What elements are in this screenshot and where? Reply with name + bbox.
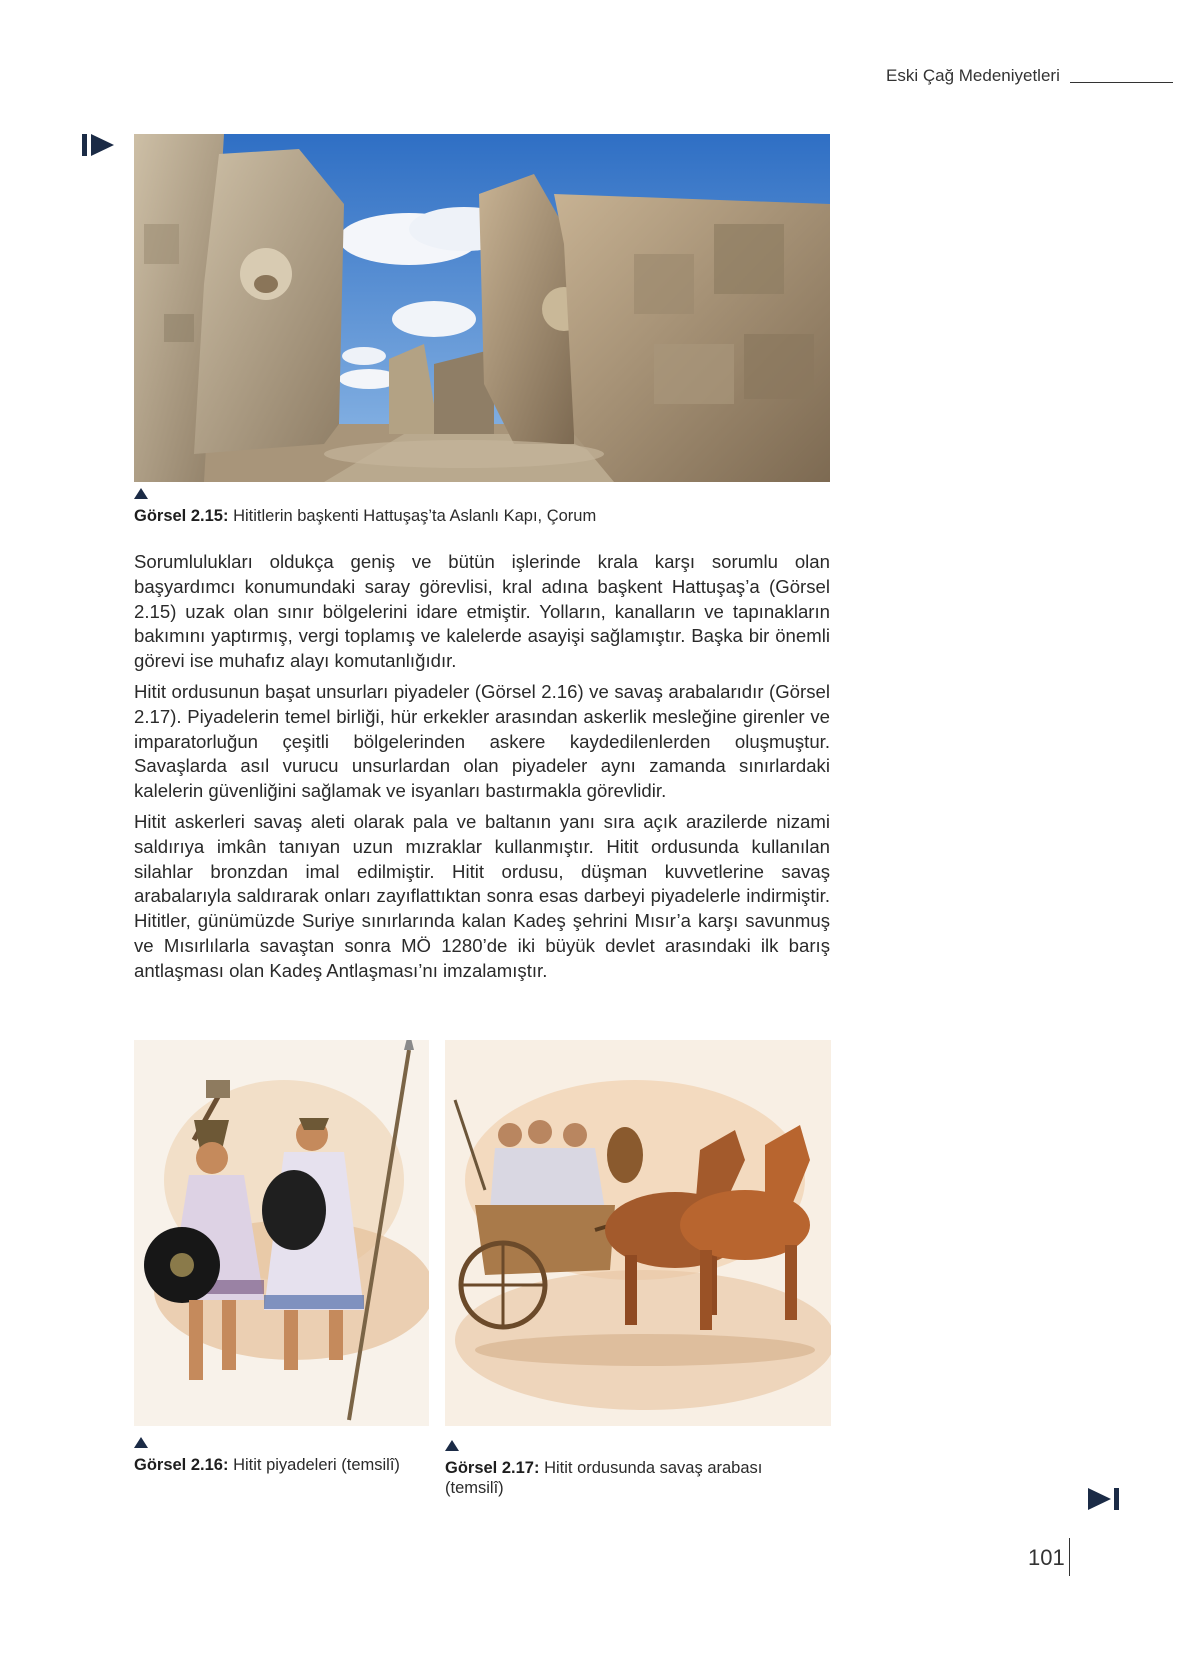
caption-text: Hitit piyadeleri (temsilî) bbox=[233, 1456, 400, 1474]
caption-label: Görsel 2.15: bbox=[134, 507, 229, 525]
caption-gorsel-2-15 bbox=[134, 506, 596, 526]
caption-gorsel-2-16 bbox=[134, 1455, 434, 1475]
skip-next-icon bbox=[1088, 1486, 1120, 1512]
header-rule bbox=[1070, 82, 1173, 83]
caption-label: Görsel 2.16: bbox=[134, 1456, 229, 1474]
caption-label: Görsel 2.17: bbox=[445, 1459, 540, 1477]
hittite-chariot-illustration bbox=[445, 1040, 831, 1426]
caption-text: Hititlerin başkenti Hattuşaş’ta Aslanlı Kapı, Çorum bbox=[233, 507, 597, 525]
caption-marker-icon bbox=[134, 1437, 148, 1448]
play-start-icon bbox=[82, 132, 116, 158]
paragraph: Hitit askerleri savaş aleti olarak pala ve baltanın yanı sıra açık arazilerde nizami saldırıya imkân tanıyan uzun mızraklar kullanmıştır. Hitit ordusunda kullanılan silahlar bronzdan imal edilmiştir. Hitit ordusu, düşman kuvvetlerine savaş arabalarıyla saldırarak onları zayıflattıktan sonra esas darbeyi piyadelerle indirmiştir. Hititler, günümüzde Suriye sınırlarında kalan Kadeş şehrini Mısır’a karşı savunmuş ve Mısırlılarla savaştan sonra MÖ 1280’de iki büyük devlet arasındaki ilk barış antlaşması olan Kadeş Antlaşması’nı imzalamıştır. bbox=[134, 810, 830, 981]
hittite-infantry-illustration bbox=[134, 1040, 429, 1426]
caption-gorsel-2-17 bbox=[445, 1458, 805, 1498]
paragraph: Sorumlulukları oldukça geniş ve bütün işlerinde krala karşı sorumlu olan başyardımcı konumundaki saray görevlisi, kral adına başkent Hattuşaş’a (Görsel 2.15) uzak olan sınır bölgelerini idare etmiştir. Yolların, kanalların ve tapınakların bakımını yaptırmış, vergi toplamış ve kalelerde asayişi sağlamıştır. Başka bir önemli görevi ise muhafız alayı komutanlığıdır. bbox=[134, 551, 830, 672]
paragraph: Hitit ordusunun başat unsurları piyadeler (Görsel 2.16) ve savaş arabalarıdır (Görsel 2.17). Piyadelerin temel birliği, hür erkekler arasından askerlik mesleğine girenler ve imparatorluğun çeşitli bölgelerinden askere kaydedilenlerden oluşmuştur. Savaşlarda asıl vurucu unsurlardan olan piyadeler aynı zamanda sınırlardaki kalelerin güvenliğini sağlamak ve isyanları bastırmakla görevlidir. bbox=[134, 680, 830, 802]
caption-text: Hitit ordusunda savaş arabası (temsilî) bbox=[445, 1459, 763, 1497]
caption-marker-icon bbox=[445, 1440, 459, 1451]
body-text bbox=[134, 550, 830, 990]
lion-gate-photo bbox=[134, 134, 830, 482]
header-title: Eski Çağ Medeniyetleri bbox=[886, 66, 1060, 85]
page-number: 101 bbox=[1028, 1545, 1065, 1570]
caption-marker-icon bbox=[134, 488, 148, 499]
page-number-rule bbox=[1069, 1538, 1070, 1576]
